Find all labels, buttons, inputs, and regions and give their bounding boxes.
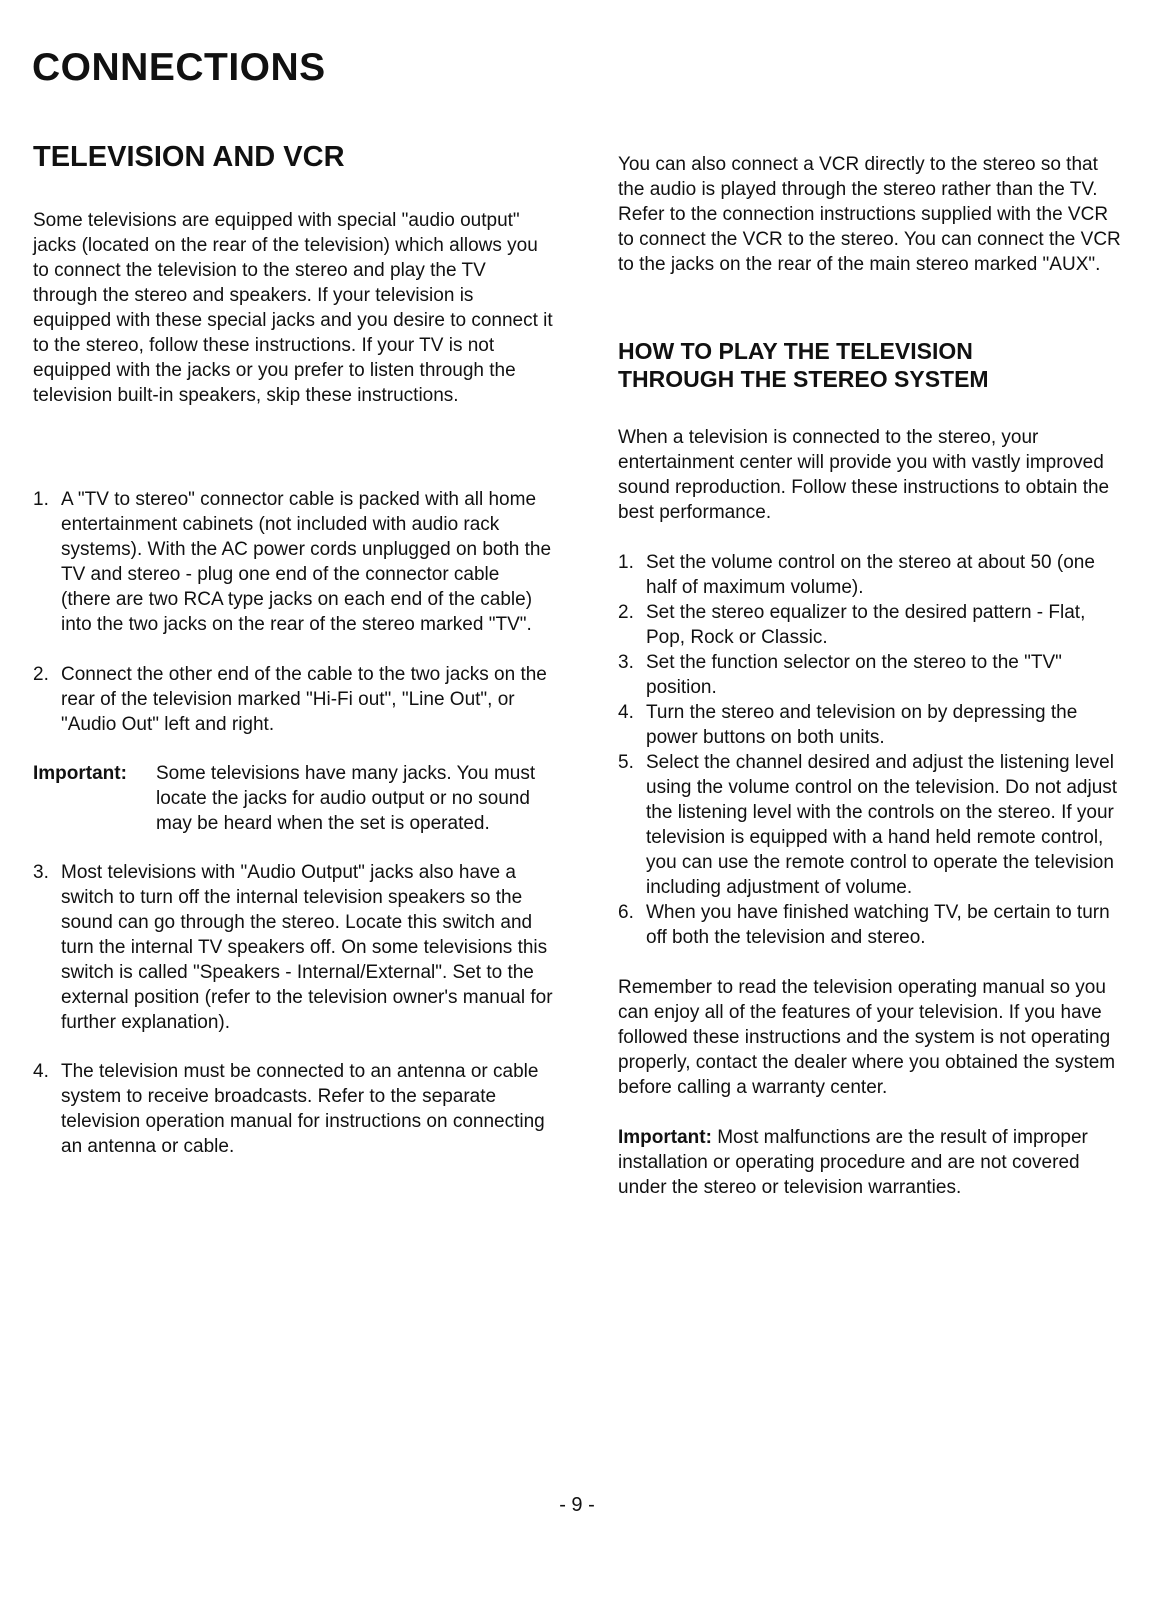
step-text: The television must be connected to an antenna or cable system to receive broadcasts. Refer to the separate television operation manual for instructions on connecting an antenna or cable.	[61, 1061, 545, 1157]
step-text: Set the function selector on the stereo to the "TV" position.	[646, 652, 1062, 698]
step-number: 3.	[33, 862, 49, 883]
step-text: A "TV to stereo" connector cable is packed with all home entertainment cabinets (not included with audio rack systems). With the AC power cords unplugged on both the TV and stereo - plug one end of the connector cable (there are two RCA type jacks on each end of the cable) into the two jacks on the rear of the stereo marked "TV".	[61, 489, 552, 635]
list-item	[618, 700, 1128, 750]
page-number: - 9 -	[559, 1494, 595, 1516]
vcr-paragraph: You can also connect a VCR directly to the stereo so that the audio is played through the stereo rather than the TV. Refer to the connection instructions supplied with the VCR to connect the VCR to the stereo. You can connect the VCR to the jacks on the rear of the main stereo marked "AUX".	[618, 154, 1121, 275]
step-text: Set the stereo equalizer to the desired pattern - Flat, Pop, Rock or Classic.	[646, 602, 1086, 648]
step-number: 1.	[618, 552, 634, 573]
step-number: 1.	[33, 489, 49, 510]
section-heading-tv-vcr: TELEVISION AND VCR	[33, 141, 345, 173]
step-number: 2.	[618, 602, 634, 623]
heading-line-1: HOW TO PLAY THE TELEVISION	[618, 338, 973, 364]
right-column	[618, 152, 1128, 1200]
step-number: 3.	[618, 652, 634, 673]
play-intro-paragraph: When a television is connected to the stereo, your entertainment center will provide you with vastly improved sound reproduction. Follow these instructions to obtain the best performance.	[618, 427, 1110, 523]
intro-paragraph: Some televisions are equipped with special "audio output" jacks (located on the rear of the television) which allows you to connect the television to the stereo and play the TV through the stereo and speakers. If your television is equipped with these special jacks and you desire to connect it to the stereo, follow these instructions. If your TV is not equipped with the jacks or you prefer to listen through the television built-in speakers, skip these instructions.	[33, 210, 553, 406]
step-text: Most televisions with "Audio Output" jacks also have a switch to turn off the internal television speakers so the sound can go through the stereo. Locate this switch and turn the internal TV speakers off. On some televisions this switch is called "Speakers - Internal/External". Set to the external position (refer to the television owner's manual for further explanation).	[61, 862, 553, 1033]
list-item	[618, 550, 1128, 600]
list-item	[618, 750, 1128, 900]
step-number: 4.	[618, 702, 634, 723]
step-text: Set the volume control on the stereo at about 50 (one half of maximum volume).	[646, 552, 1095, 598]
connection-steps-a	[33, 487, 553, 737]
step-number: 5.	[618, 752, 634, 773]
remember-paragraph: Remember to read the television operating manual so you can enjoy all of the features of your television. If you have followed these instructions and the system is not operating properly, contact the dealer where you obtained the system before calling a warranty center.	[618, 977, 1116, 1098]
connection-steps-b	[33, 860, 553, 1159]
step-text: When you have finished watching TV, be certain to turn off both the television and stereo.	[646, 902, 1110, 948]
list-item	[33, 662, 553, 737]
step-number: 4.	[33, 1061, 49, 1082]
step-number: 6.	[618, 902, 634, 923]
list-item	[618, 650, 1128, 700]
list-item	[33, 1059, 553, 1159]
step-number: 2.	[33, 664, 49, 685]
important-note-jacks	[33, 761, 553, 836]
section-heading-play-tv	[618, 337, 1128, 393]
list-item	[618, 900, 1128, 950]
step-text: Turn the stereo and television on by depressing the power buttons on both units.	[646, 702, 1078, 748]
step-text: Select the channel desired and adjust the listening level using the volume control on the television. Do not adjust the listening level with the controls on the stereo. If your television is equipped with a hand held remote control, you can use the remote control to operate the television including adjustment of volume.	[646, 752, 1118, 898]
list-item	[33, 860, 553, 1035]
play-steps	[618, 550, 1128, 950]
list-item	[618, 600, 1128, 650]
important-note-malfunctions	[618, 1125, 1128, 1200]
important-text: Most malfunctions are the result of improper installation or operating procedure and are not covered under the stereo or television warranties.	[618, 1127, 1088, 1198]
page-title: CONNECTIONS	[32, 46, 326, 89]
left-column	[33, 140, 553, 1159]
important-label: Important:	[33, 763, 127, 784]
step-text: Connect the other end of the cable to the two jacks on the rear of the television marked "Hi-Fi out", "Line Out", or "Audio Out" left and right.	[61, 664, 547, 735]
important-label: Important:	[618, 1127, 712, 1148]
list-item	[33, 487, 553, 637]
heading-line-2: THROUGH THE STEREO SYSTEM	[618, 366, 989, 392]
important-text: Some televisions have many jacks. You must locate the jacks for audio output or no sound may be heard when the set is operated.	[156, 763, 536, 834]
